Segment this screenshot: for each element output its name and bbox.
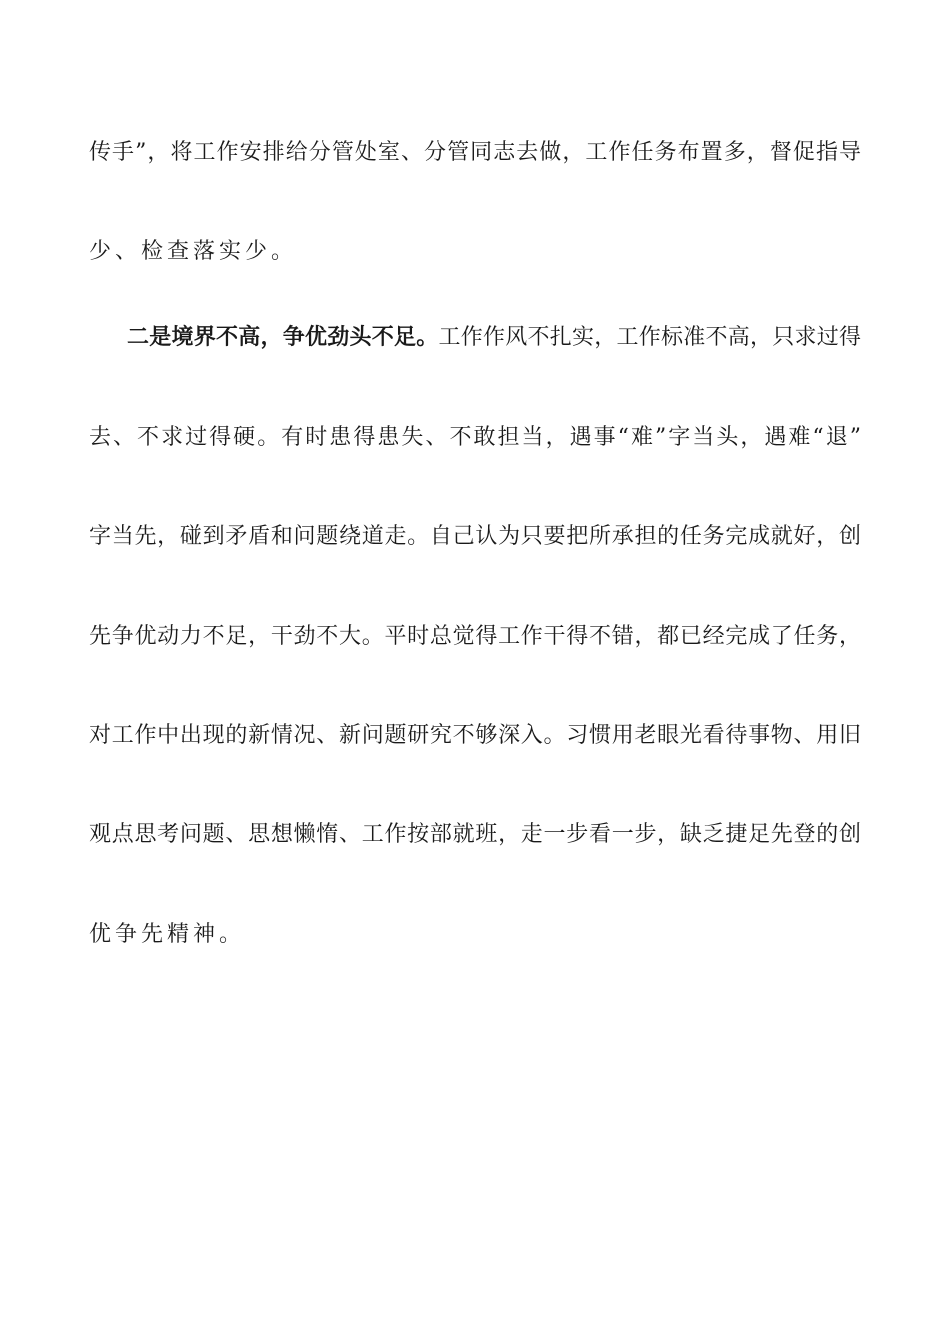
paragraph-2-first-line-text: 工作作风不扎实，工作标准不高，只求过得 — [438, 325, 861, 350]
paragraph-2-line-1 — [127, 322, 861, 353]
paragraph-2-line-2: 去、不求过得硬。有时患得患失、不敢担当，遇事“难”字当头，遇难“退” — [89, 425, 861, 450]
paragraph-2-line-3: 字当先，碰到矛盾和问题绕道走。自己认为只要把所承担的任务完成就好，创 — [89, 524, 861, 549]
paragraph-2-line-5: 对工作中出现的新情况、新问题研究不够深入。习惯用老眼光看待事物、用旧 — [89, 723, 861, 748]
paragraph-2-line-4: 先争优动力不足，干劲不大。平时总觉得工作干得不错，都已经完成了任务， — [89, 624, 861, 649]
paragraph-2-heading: 二是境界不高，争优劲头不足。 — [127, 324, 439, 350]
paragraph-2-line-7: 优争先精神。 — [89, 922, 246, 947]
paragraph-1-line-1: 传手”，将工作安排给分管处室、分管同志去做，工作任务布置多，督促指导 — [89, 140, 861, 165]
paragraph-2-line-6: 观点思考问题、思想懒惰、工作按部就班，走一步看一步，缺乏捷足先登的创 — [89, 822, 861, 847]
paragraph-1-line-2: 少、检查落实少。 — [89, 239, 298, 264]
